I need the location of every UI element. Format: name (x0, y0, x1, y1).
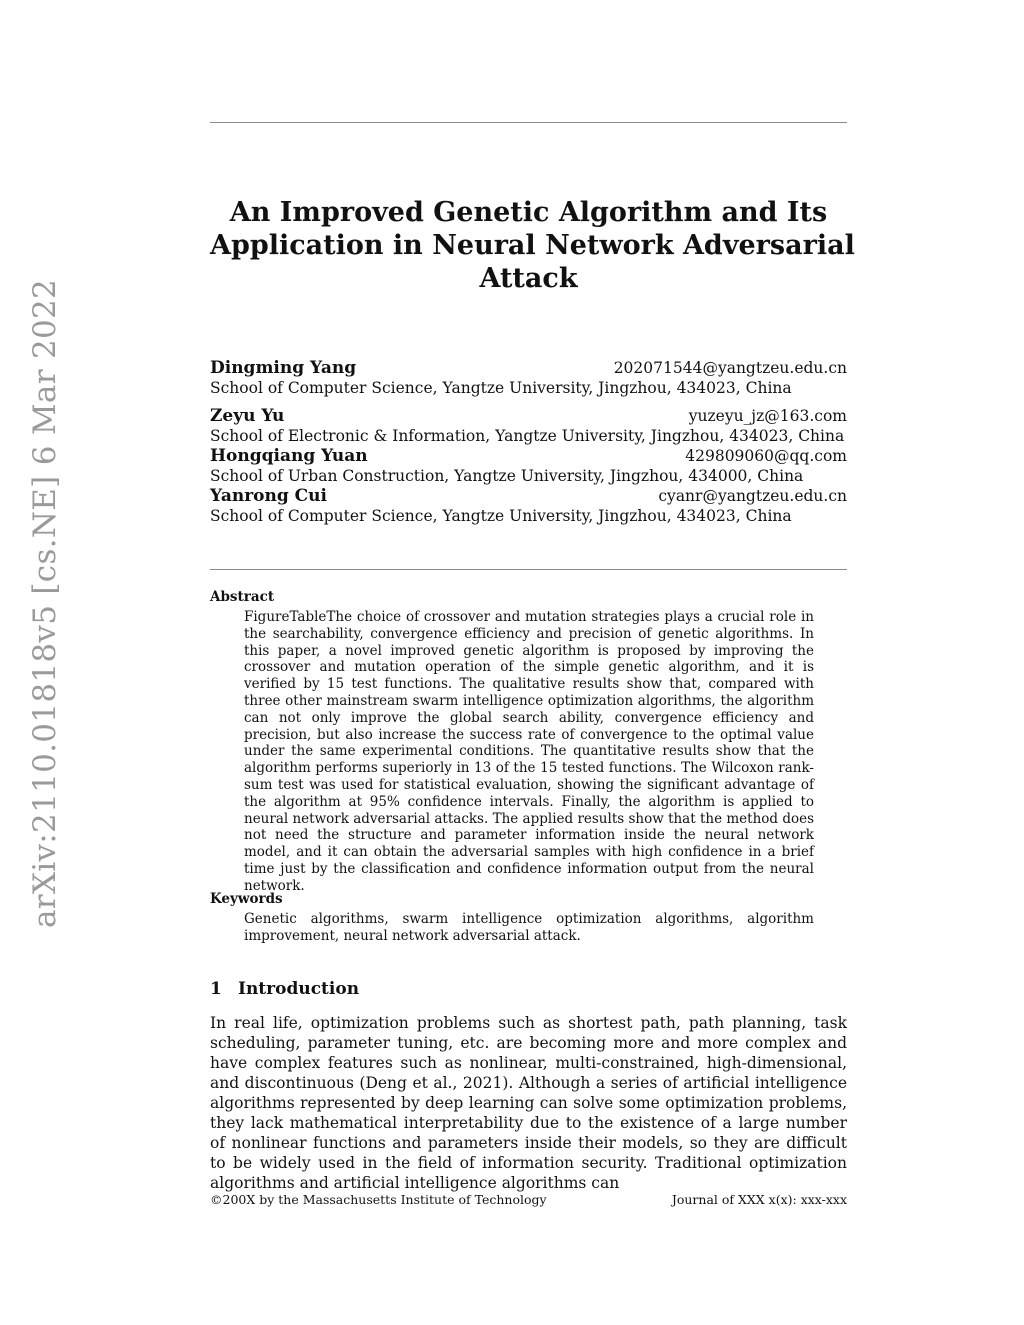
author-name: Zeyu Yu (210, 406, 285, 426)
author-block (210, 446, 847, 486)
paper-title (210, 196, 855, 295)
section-heading (210, 979, 359, 999)
author-affiliation: School of Electronic & Information, Yangtze University, Jingzhou, 434023, China (210, 427, 845, 445)
author-affiliation: School of Computer Science, Yangtze University, Jingzhou, 434023, China (210, 507, 792, 525)
author-email[interactable]: 202071544@yangtzeu.edu.cn (613, 359, 847, 377)
author-name: Hongqiang Yuan (210, 446, 368, 466)
author-email[interactable]: yuzeyu_jz@163.com (688, 407, 847, 425)
copyright-footer: ©200X by the Massachusetts Institute of Technology (210, 1192, 547, 1207)
author-name: Dingming Yang (210, 358, 357, 378)
abstract-heading: Abstract (210, 589, 275, 605)
title-line: Application in Neural Network Adversarial (210, 230, 855, 261)
top-rule (210, 122, 847, 123)
author-block (210, 486, 847, 526)
section-title: Introduction (238, 979, 360, 999)
keywords-heading: Keywords (210, 891, 283, 907)
introduction-paragraph: In real life, optimization problems such as shortest path, path planning, task scheduling, parameter tuning, etc. are becoming more and more complex and have complex features such as nonlinear, multi-constrained, high-dimensional, and discontinuous (Deng et al., 2021). Although a series of artificial intelligence algorithms represented by deep learning can solve some optimization problems, they lack mathematical interpretability due to the existence of a large number of nonlinear functions and parameters inside their models, so they are difficult to be widely used in the field of information security. Traditional optimization algorithms and artificial intelligence algorithms can (210, 1014, 847, 1192)
author-name: Yanrong Cui (210, 486, 327, 506)
abstract-top-rule (210, 569, 847, 570)
section-number: 1 (210, 979, 222, 999)
author-affiliation: School of Urban Construction, Yangtze University, Jingzhou, 434000, China (210, 467, 804, 485)
keywords-text: Genetic algorithms, swarm intelligence optimization algorithms, algorithm improvement, neural network adversarial attack. (244, 911, 814, 944)
arxiv-identifier-stamp: arXiv:2110.01818v5 [cs.NE] 6 Mar 2022 (27, 278, 63, 928)
author-email[interactable]: 429809060@qq.com (685, 447, 847, 465)
author-block (210, 358, 847, 398)
abstract-text: FigureTableThe choice of crossover and mutation strategies plays a crucial role in the searchability, convergence efficiency and precision of genetic algorithms. In this paper, a novel improved genetic algorithm is proposed by improving the crossover and mutation operation of the simple genetic algorithm, and it is verified by 15 test functions. The qualitative results show that, compared with three other mainstream swarm intelligence optimization algorithms, the algorithm can not only improve the global search ability, convergence efficiency and precision, but also increase the success rate of convergence to the optimal value under the same experimental conditions. The quantitative results show that the algorithm performs superiorly in 13 of the 15 tested functions. The Wilcoxon rank-sum test was used for statistical evaluation, showing the significant advantage of the algorithm at 95% confidence intervals. Finally, the algorithm is applied to neural network adversarial attacks. The applied results show that the method does not need the structure and parameter information inside the neural network model, and it can obtain the adversarial samples with high confidence in a brief time just by the classification and confidence information output from the neural network. (244, 609, 815, 894)
author-affiliation: School of Computer Science, Yangtze University, Jingzhou, 434023, China (210, 379, 792, 397)
journal-footer: Journal of XXX x(x): xxx-xxx (671, 1192, 847, 1207)
title-line: An Improved Genetic Algorithm and Its (229, 197, 828, 228)
author-block (210, 406, 847, 446)
author-email[interactable]: cyanr@yangtzeu.edu.cn (658, 487, 847, 505)
title-line: Attack (479, 263, 578, 294)
